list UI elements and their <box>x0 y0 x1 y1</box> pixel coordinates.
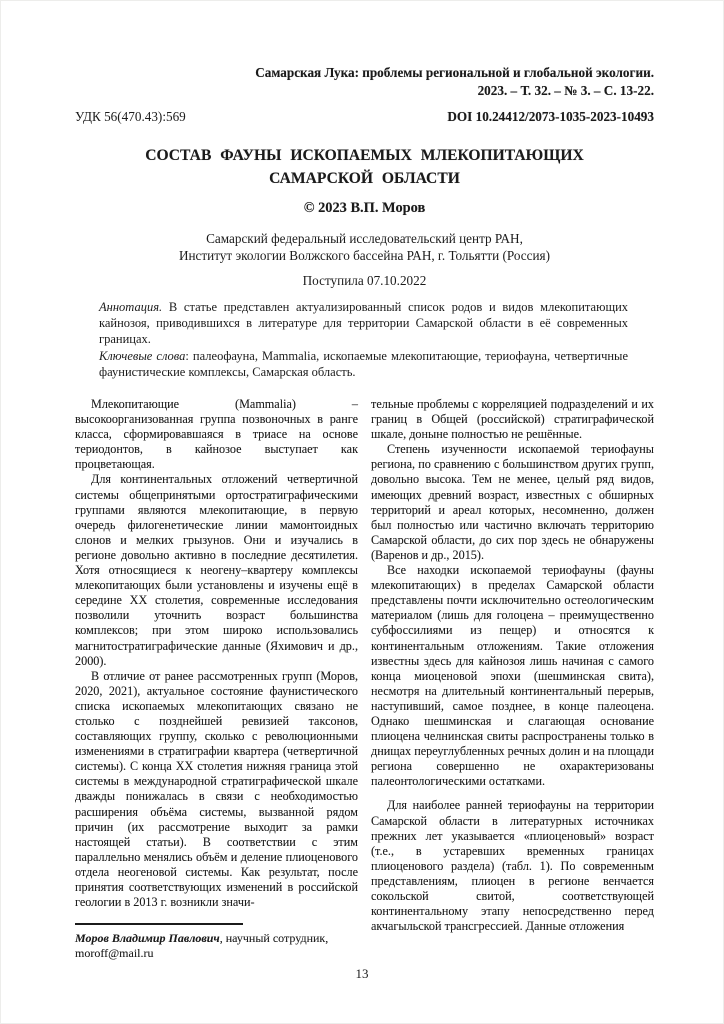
body-columns <box>75 397 654 961</box>
footnote-author-role: , научный сотрудник, <box>219 931 329 946</box>
paragraph: Для наиболее ранней териофауны на территории Самарской области в литературных источниках прежних лет указывается «плиоценовый» возраст (т.е., в устаревших временных границах плиоценового раздела) (табл. 1). По современным представлениям, плиоцен в регионе венчается сокольской свитой, соответствующей континентальному этапу непосредственно перед акчагыльской трансгрессией. Данные отложения <box>371 798 654 934</box>
affiliation <box>75 230 654 264</box>
journal-header <box>75 64 654 100</box>
udk-code: УДК 56(470.43):569 <box>75 109 186 124</box>
footnote-rule <box>75 923 243 925</box>
article-title-line2: САМАРСКОЙ ОБЛАСТИ <box>269 170 460 187</box>
page-number: 13 <box>355 966 369 981</box>
affiliation-line2: Институт экологии Волжского бассейна РАН, г. Тольятти (Россия) <box>178 248 551 263</box>
footnote-author-name: Моров Владимир Павлович <box>75 931 220 946</box>
abstract-keywords-block <box>99 299 628 380</box>
paragraph: тельные проблемы с корреляцией подразделений и их границ в Общей (российской) стратиграфической шкале, доныне полностью не решённые. <box>371 397 654 442</box>
keywords-label: Ключевые слова <box>99 348 186 363</box>
abstract-text: В статье представлен актуализированный список родов и видов млекопитающих кайнозоя, приводившихся в литературе для территории Самарской области в её современных границах. <box>99 300 629 347</box>
journal-title-line: Самарская Лука: проблемы региональной и глобальной экологии. <box>255 65 654 80</box>
abstract <box>99 299 628 348</box>
received-date: Поступила 07.10.2022 <box>302 273 427 288</box>
paragraph: Степень изученности ископаемой териофауны региона, по сравнению с большинством других групп, довольно высока. Тем не менее, целый ряд видов, имеющих древний возраст, известных с обширных территорий и ареал которых, несомненно, должен был полностью или частично включать территорию Самарской области, до сих пор здесь не обнаружены (Варенов и др., 2015). <box>371 442 654 562</box>
article-title <box>75 144 654 190</box>
author-byline: © 2023 В.П. Моров <box>303 200 426 216</box>
column-left <box>75 397 358 961</box>
paragraph: Млекопитающие (Mammalia) – высокоорганизованная группа позвоночных в ранге класса, сформировавшаяся в триасе на основе териодонтов, в кайнозое выступает как процветающая. <box>75 397 358 472</box>
footnote-email: moroff@mail.ru <box>75 946 154 961</box>
abstract-label: Аннотация. <box>99 300 163 314</box>
keywords <box>99 348 628 380</box>
journal-issue-line: 2023. – Т. 32. – № 3. – С. 13-22. <box>477 83 654 98</box>
paragraph: Все находки ископаемой териофауны (фауны млекопитающих) в пределах Самарской области представлены почти исключительно остеологическим материалом (лишь для голоцена – преимущественно субфоссилиями из пещер) и относятся к континентальным отложениям. Такие отложения известны здесь для кайнозоя лишь начиная с самого конца миоценовой эпохи (шешминская свита), несмотря на длительный континентальный перерыв, наступивший, самое позднее, в конце палеоцена. Однако шешминская и слагающая основание плиоцена челнинская свиты распространены только в днищах переуглубленных речных долин и на площади региона совершенно не охарактеризованы палеонтологическими остатками. <box>371 563 654 789</box>
paragraph: В отличие от ранее рассмотренных групп (Моров, 2020, 2021), актуальное состояние фаунистического списка ископаемых млекопитающих связано не столько с позднейшей ревизией таксонов, составляющих группу, сколько с революционными изменениями в стратиграфии квартера (четвертичной системы). С конца XX столетия нижняя граница этой системы в международной стратиграфической шкале дважды понижалась в связи с необходимостью расширения объёма системы, вызванной рядом причин (их рассмотрение выходит за рамки настоящей статьи). В соответствии с этим параллельно менялись объём и деление плиоценового отдела неогеновой системы. Как результат, после принятия соответствующих изменений в российской геологии в 2013 г. возникли значи- <box>75 668 358 910</box>
affiliation-line1: Самарский федеральный исследовательский центр РАН, <box>206 231 523 246</box>
keywords-text: : палеофауна, Mammalia, ископаемые млекопитающие, териофауна, четвертичные фаунистические комплексы, Самарская область. <box>99 348 628 379</box>
article-title-line1: СОСТАВ ФАУНЫ ИСКОПАЕМЫХ МЛЕКОПИТАЮЩИХ <box>145 147 584 164</box>
doi-code: DOI 10.24412/2073-1035-2023-10493 <box>447 109 654 124</box>
column-right <box>371 397 654 961</box>
paragraph: Для континентальных отложений четвертичной системы общепринятыми ортостратиграфическими группами являются млекопитающие, в первую очередь филогенетические линии мамонтоидных слонов и мелких грызунов. Они и изучались в регионе довольно активно в последние десятилетия. Хотя относящиеся к неогену–квартеру комплексы млекопитающих были установлены и изучены ещё в середине XX столетия, современные исследования позволили уточнить возраст большинства комплексов; при этом широко использовались магнитостратиграфические данные (Яхимович и др., 2000). <box>75 472 358 668</box>
meta-row <box>75 109 654 125</box>
footnote <box>75 923 358 961</box>
footnote-text <box>75 931 358 961</box>
